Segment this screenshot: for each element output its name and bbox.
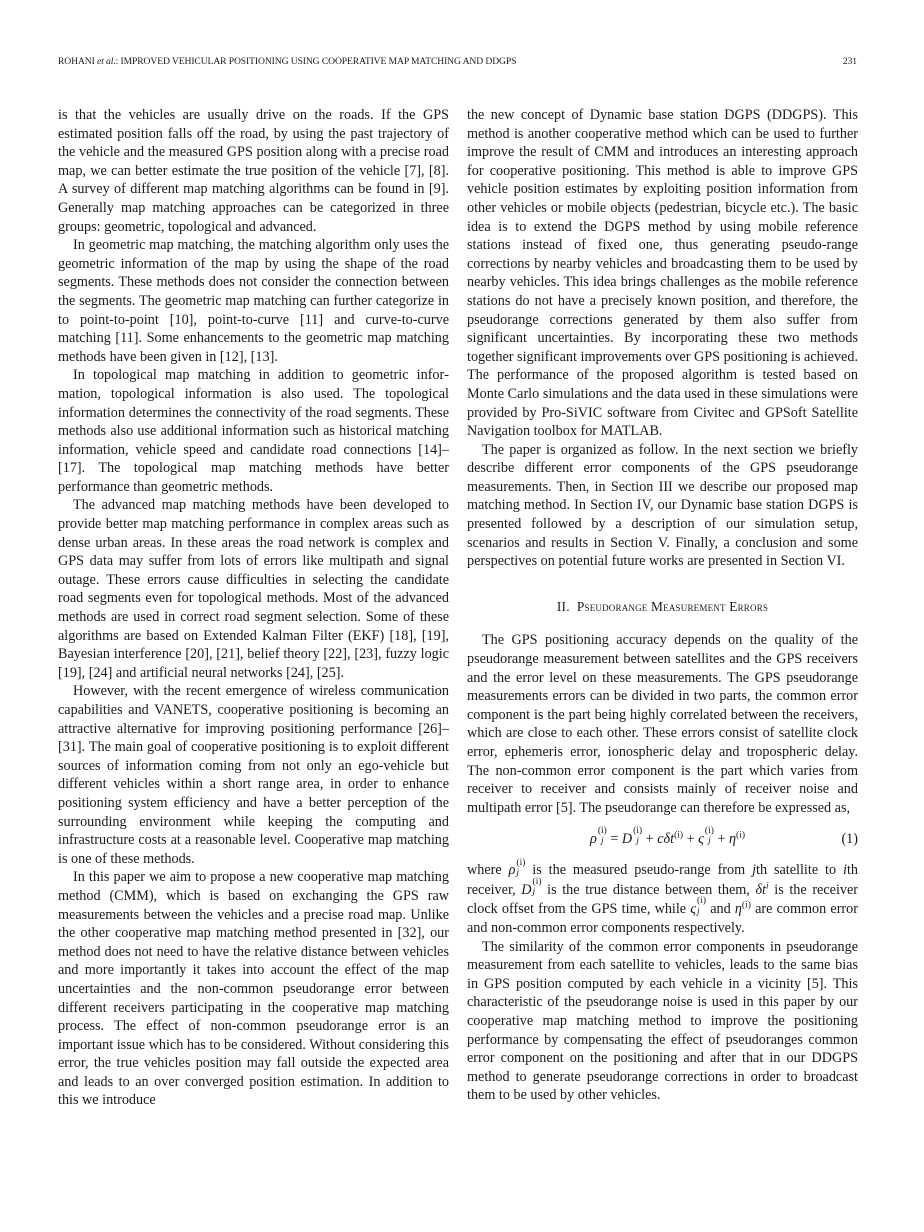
paragraph: is that the vehicles are usually drive on the roads. If the GPS estimated position falls off the road, by using the past trajectory of the vehicle and the measured GPS position along with a precise road map, we can better estimate the true position of the vehicle [7], [8]. A survey of different map matching algorithms can be found in [9]. Generally map matching approaches can be categorized in three groups: geometric, topological and advanced. — [58, 107, 449, 235]
equation-1 — [467, 826, 858, 852]
equation-number: (1) — [841, 831, 858, 848]
section-heading — [467, 598, 858, 617]
equation-body: ρ (i) j = D (i) j + cδt$^{(i)}$ + ς (i) j + $\eta^{(i)}$ — [590, 825, 745, 847]
left-column — [58, 106, 449, 1110]
paragraph-where: where ρ (i) j is the measured pseudo-range from jth satellite to ith receiver, D (i) j is the true distance between them, $\delta t^i$ is the receiver clock offset from the GPS time, while ς (i) j and $\eta^{(i)}$ are common error and non-common error components respectively. — [467, 857, 859, 937]
paragraph-accuracy: The GPS positioning accuracy depends on the quality of the pseudorange measurement between satellites and the GPS receivers and the error level on these measurements. The GPS pseudorange measurements errors can be divided in two parts, the common error component is the part being highly correlated between the receivers, which are close to each other. These errors consist of satellite clock error, ephemeris error, ionospheric delay and tropospheric delay. The non-common error component is the part which varies from receiver to receiver and consists mainly of receiver noise and multipath error [5]. The pseudorange can therefore be expressed as, — [467, 632, 858, 816]
paragraph-cooperative-positioning: However, with the recent emergence of wireless communication capabilities and VANETS, cooperative positioning is becoming an attractive alternative for improving positioning performance [26]–[31]. The main goal of cooperative positioning is to exploit different sources of information coming from not only an ego-vehicle but different vehicles within a short range area, in order to enhance positioning system efficiency and have a better perception of the surrounding environment while keeping the computing and infrastructure costs at a reasonable level. Cooperative map matching is one of these methods. — [58, 683, 449, 867]
right-column — [467, 106, 858, 1105]
paragraph-geometric-map-matching: In geometric map matching, the matching algorithm only uses the geometric information of the map by using the shape of the road segments. These methods does not consider the connection between the segments. The geometric map matching can further categorize in to point-to-point [10], point-to-curve [11] and curve-to-curve matching [11]. Some enhancements to the geometric map matching methods have been given in [12], [13]. — [58, 237, 449, 365]
section-number: II. — [556, 598, 570, 614]
page-number: 231 — [842, 56, 857, 67]
running-header — [58, 56, 857, 67]
paragraph-organization: The paper is organized as follow. In the next section we briefly describe different error components of the GPS pseudorange measurements. Then, in Section III we describe our proposed map matching method. In Section IV, our Dynamic base station DGPS is presented followed by a description of our simulation setup, scenarios and results in Section V. Finally, a conclusion and some perspectives on potential future works are presented in Section VI. — [467, 441, 858, 570]
paragraph-advanced-map-matching: The advanced map matching methods have been developed to provide better map matching performance in complex areas such as dense urban areas. In these areas the road network is complex and GPS data may suffer from lots of errors like multipath and signal outage. These errors cause difficulties in selecting the candidate road segments even for topological methods. Most of the advanced methods are used in correct road segment selection. Some of these algorithms are based on Extended Kalman Filter (EKF) [18], [19], Bayesian interference [20], [21], belief theory [22], [23], fuzzy logic [19], [24] and artificial neural networks [24], [25]. — [58, 497, 449, 681]
paragraph-proposal: In this paper we aim to propose a new cooperative map matching method (CMM), which is based on exchanging the GPS raw measurements between the vehicles and a precise road map. Unlike the other cooperative map matching method presented in [32], our method does not need to have the relative distance between vehicles and more importantly it takes into account the effect of the map uncertainties and the non-common pseudorange error between different receivers participating in the cooperative map matching process. The effect of non-common pseudorange error is an important issue which has to be considered. Without considering this error, the true vehicles position may fall outside the expected area and leads to an over converged position estimation. In addition to this we introduce — [58, 869, 449, 1109]
section-title: Pseudorange Measurement Errors — [576, 598, 769, 614]
paragraph-topological-map-matching: In topological map matching in addition to geometric information, topological information is also used. The topological information determines the connectivity of the road segments. These methods also use additional information such as historical matching information, vehicle speed and candidate road connections [14]–[17]. The topological map matching methods have better performance than geometric methods. — [58, 367, 449, 495]
paragraph-ddgps-concept: the new concept of Dynamic base station DGPS (DDGPS). This method is another cooperative method which can be used to further improve the result of CMM and introduces an interesting approach for cooperative positioning. This method is able to improve GPS vehicle position estimates by exploiting position information from other vehicles or mobile objects (pedestrian, bicycle etc.). The basic idea is to extend the DGPS method by using mobile reference stations instead of fixed one, thus generating pseudo-range corrections by nearby vehicles and broadcasting them to be used by nearby vehicles. This idea brings challenges as the mobile reference stations do not have a precisely known position, and therefore, the pseudorange corrections generated by them also suffer from significant uncertainties. By incorporating these two methods together significant improvements over GPS positioning is achieved. The performance of the proposed algorithm is tested based on Monte Carlo simulations and the data used in these simulations were provided by Pro-SiVIC software from Civitec and GPSoft Satellite Navigation toolbox for MATLAB. — [467, 107, 858, 440]
paragraph-similarity: The similarity of the common error components in pseudorange measurement from each satellite to vehicles, leads to the same bias in GPS position computed by each vehicle in a vicinity [5]. This characteristic of the pseudorange noise is used in this paper by our cooperative map matching method to improve the positioning performance by compensating the effect of pseudoranges common error component on the positioning and after that in our DDGPS method to generate pseudorange corrections in order to broadcast them to be used by other vehicles. — [467, 938, 858, 1104]
running-header-title: ROHANI et al.: IMPROVED VEHICULAR POSITIONING USING COOPERATIVE MAP MATCHING AND DDGPS — [58, 56, 517, 67]
